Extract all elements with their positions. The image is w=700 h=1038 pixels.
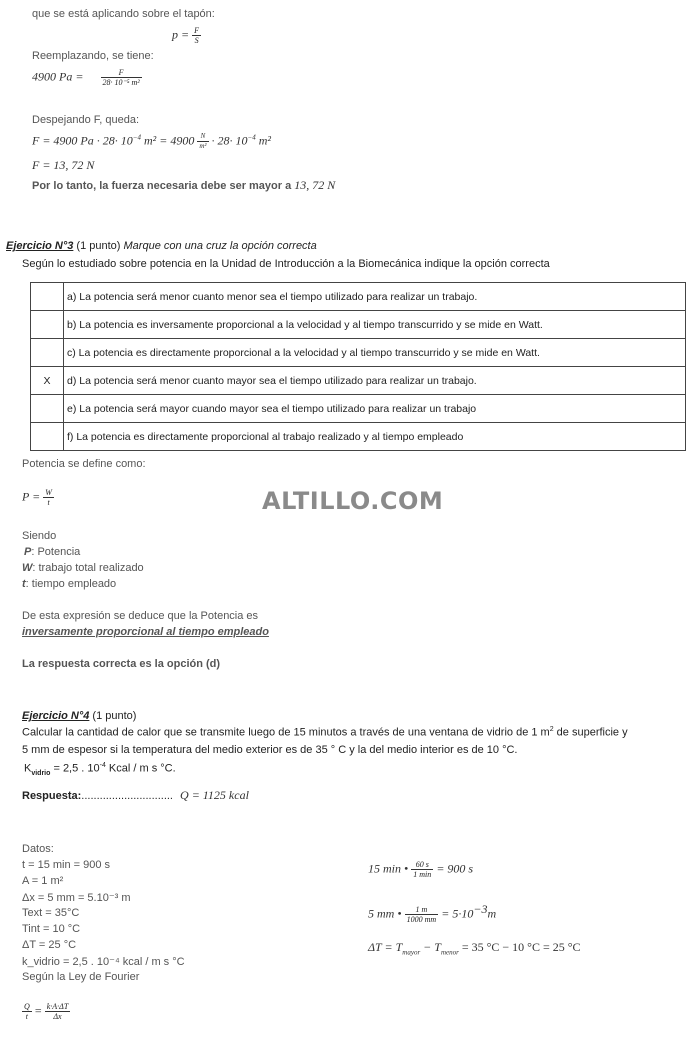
- equation-2: F = 4900 $Pa \cdot 28\cdot 10^{-4}$ m² = 4900 $\frac{N}{\text{m²}}$ · $28\cdot 10^{-4}$ m²: [32, 132, 272, 150]
- dato-item: A = 1 m²: [22, 875, 64, 887]
- exercise-3-heading: [6, 240, 317, 252]
- dato-item: k_vidrio = 2,5 . 10⁻⁴ kcal / m s °C: [22, 956, 185, 968]
- power-formula: P = $\frac{W}{t}$: [22, 488, 52, 507]
- conclusion-text: Por lo tanto, la fuerza necesaria debe ser mayor a 13, 72 N: [32, 178, 336, 192]
- exercise-3-points: (1 punto): [73, 240, 124, 252]
- pressure-lhs: p =: [172, 27, 190, 42]
- option-row[interactable]: [31, 339, 686, 367]
- deduce-text: De esta expresión se deduce que la Potencia es: [22, 610, 259, 622]
- option-row[interactable]: [31, 367, 686, 395]
- option-text: f) La potencia es directamente proporcional al trabajo realizado y al tiempo empleado: [64, 423, 686, 451]
- options-table: [30, 282, 686, 451]
- option-text: a) La potencia será menor cuanto menor sea el tiempo utilizado para realizar un trabajo.: [64, 283, 686, 311]
- pressure-fraction: $\frac{F}{S}$: [194, 26, 200, 45]
- conversion-length: 5 mm • $\frac{1 m}{1000 mm}$ = $5\cdot 10^{-3}m$: [368, 902, 497, 925]
- fourier-text: Según la Ley de Fourier: [22, 971, 140, 983]
- option-mark-cell[interactable]: [31, 311, 64, 339]
- siendo-text: Siendo: [22, 530, 57, 542]
- fourier-formula: $\frac{Q}{t}$ = $\frac{k\cdot A\cdot\Delta T}{\Delta x}$: [24, 1002, 69, 1021]
- option-text: c) La potencia es directamente proporcional a la velocidad y al tiempo transcurrido y se mide en Watt.: [64, 339, 686, 367]
- exercise-4-title: Ejercicio N°4: [22, 710, 90, 722]
- dato-item: t = 15 min = 900 s: [22, 859, 111, 871]
- respuesta-line: Respuesta:.............................. Q = 1125 kcal: [22, 788, 249, 802]
- exercise-4-heading: [22, 710, 136, 722]
- datos-title: Datos:: [22, 843, 54, 855]
- equation-1-lhs: 4900 Pa =: [32, 69, 84, 84]
- option-mark-cell[interactable]: [31, 339, 64, 367]
- dato-item: Text = 35°C: [22, 907, 80, 919]
- equation-1: [32, 68, 142, 87]
- option-mark-cell[interactable]: [31, 423, 64, 451]
- conversion-time: 15 min • $\frac{60 s}{1 \min}$ = 900 s: [368, 860, 474, 879]
- deduce-result: inversamente proporcional al tiempo empleado: [22, 626, 269, 638]
- watermark: ALTILLO.COM: [262, 487, 444, 515]
- answer-text: La respuesta correcta es la opción (d): [22, 658, 221, 670]
- exercise-3-question: Según lo estudiado sobre potencia en la Unidad de Introducción a la Biomecánica indique la opción correcta: [22, 258, 550, 270]
- k-vidrio-line: $K_{vidrio} = 2,5$ . $10^{-4}$ Kcal / m s °C.: [24, 762, 176, 777]
- pressure-formula: [172, 26, 201, 45]
- power-defined-text: Potencia se define como:: [22, 458, 146, 470]
- exercise-4-line-1: Calcular la cantidad de calor que se transmite luego de 15 minutos a través de una ventana de vidrio de 1 $m^2$ de superficie y: [22, 726, 628, 739]
- dato-item: ΔT = 25 °C: [22, 939, 77, 951]
- respuesta-value: Q = 1125 kcal: [180, 788, 249, 802]
- dato-item: Δx = 5 mm = 5.10⁻³ m: [22, 892, 131, 904]
- option-row[interactable]: [31, 395, 686, 423]
- option-row[interactable]: [31, 283, 686, 311]
- exercise-3-instruction: Marque con una cruz la opción correcta: [123, 240, 317, 252]
- option-text: e) La potencia será mayor cuando mayor sea el tiempo utilizado para realizar un trabajo: [64, 395, 686, 423]
- reemplazando-text: Reemplazando, se tiene:: [32, 50, 154, 62]
- conversion-temperature: $\Delta T = T_{mayor} - T_{menor} = 35$ °C − 10 °C = 25 °C: [368, 940, 581, 957]
- exercise-4-line-2: 5 mm de espesor si la temperatura del medio exterior es de 35 ° C y la del medio interior es de 10 °C.: [22, 744, 518, 756]
- equation-3: F = 13, 72 N: [32, 158, 95, 172]
- variable-w: W: trabajo total realizado: [22, 562, 144, 574]
- intro-text: que se está aplicando sobre el tapón:: [32, 8, 215, 20]
- option-mark-cell[interactable]: [31, 283, 64, 311]
- equation-1-fraction: $\frac{F}{\text{28· 10⁻⁵ m²}}$: [102, 68, 140, 87]
- option-row[interactable]: [31, 423, 686, 451]
- variable-t: t: tiempo empleado: [22, 578, 117, 590]
- option-row[interactable]: [31, 311, 686, 339]
- option-mark-cell[interactable]: X: [31, 367, 64, 395]
- despejando-text: Despejando F, queda:: [32, 114, 140, 126]
- exercise-3-title: Ejercicio N°3: [6, 240, 74, 252]
- option-mark-cell[interactable]: [31, 395, 64, 423]
- option-text: d) La potencia será menor cuanto mayor sea el tiempo utilizado para realizar un trabajo.: [64, 367, 686, 395]
- dato-item: Tint = 10 °C: [22, 923, 81, 935]
- option-text: b) La potencia es inversamente proporcional a la velocidad y al tiempo transcurrido y se mide en Watt.: [64, 311, 686, 339]
- exercise-4-points: (1 punto): [89, 710, 137, 722]
- variable-p: P: Potencia: [24, 546, 81, 558]
